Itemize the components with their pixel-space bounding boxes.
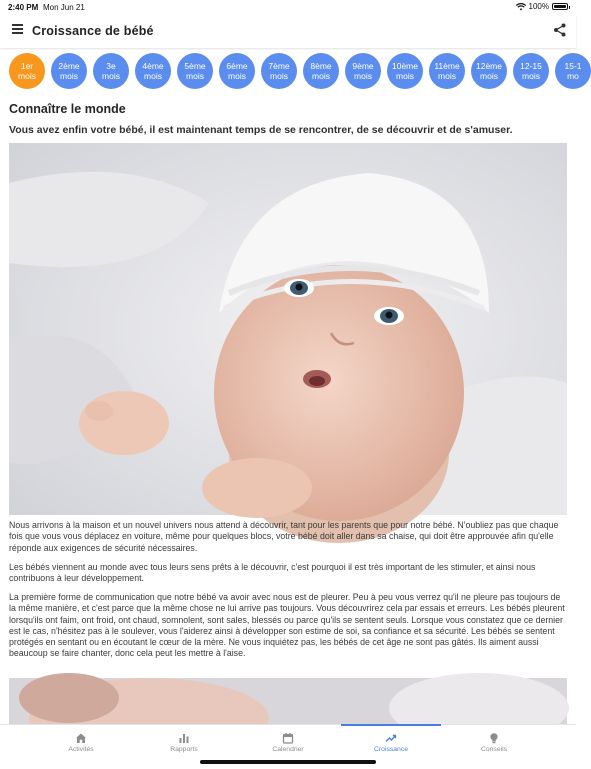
month-chip[interactable]: 7ème mois xyxy=(261,53,297,89)
month-chip[interactable]: 15-1 mo xyxy=(555,53,591,89)
article-paragraph-2: Les bébés viennent au monde avec tous leurs sens prêts à le découvrir, c'est pourquoi il est très important de les stimuler, et ainsi nous contribuons à leur développement. xyxy=(9,562,536,584)
battery-percent: 100% xyxy=(528,2,549,11)
tab-label: Rapports xyxy=(170,746,198,753)
tab-conseils[interactable] xyxy=(444,725,544,769)
share-icon[interactable] xyxy=(552,22,568,38)
month-chip[interactable]: 12-15 mois xyxy=(513,53,549,89)
tab-label: Croissance xyxy=(374,746,408,753)
month-track xyxy=(9,53,591,89)
month-chip[interactable]: 8ème mois xyxy=(303,53,339,89)
battery-icon xyxy=(552,3,568,10)
month-chip[interactable]: 9ème mois xyxy=(345,53,381,89)
calendar-icon xyxy=(282,732,294,744)
home-indicator xyxy=(200,760,376,764)
status-date: Mon Jun 21 xyxy=(43,3,85,12)
trending-up-icon xyxy=(385,732,397,744)
baby-photo xyxy=(9,143,567,515)
status-right xyxy=(516,2,568,11)
month-chip[interactable]: 6ème mois xyxy=(219,53,255,89)
status-bar xyxy=(0,0,576,14)
lightbulb-icon xyxy=(488,732,500,744)
tab-activites[interactable] xyxy=(31,725,131,769)
app-bar xyxy=(0,14,576,48)
article-paragraph-1: Nous arrivons à la maison et un nouvel univers nous attend à découvrir, tant pour les parents que pour notre bébé. N'oubliez pas que chaque fois que vous vous déplacez en voiture, même pour quelques blocs, votre bébé doit aller dans sa chaise, qui doit être approuvée afin qu'elle réponde aux exigences de sécurité nécessaires. xyxy=(9,520,559,553)
page-title: Croissance de bébé xyxy=(32,24,154,38)
month-chip[interactable]: 2ème mois xyxy=(51,53,87,89)
tab-label: Conseils xyxy=(480,746,508,753)
article-lead: Vous avez enfin votre bébé, il est maintenant temps de se rencontrer, de se découvrir et de s'amuser. xyxy=(9,124,513,136)
month-chip[interactable]: 11ème mois xyxy=(429,53,465,89)
month-chip[interactable]: 1er mois xyxy=(9,53,45,89)
article xyxy=(0,92,576,725)
bar-chart-icon xyxy=(178,732,190,744)
month-selector xyxy=(0,50,582,92)
wifi-icon xyxy=(516,3,526,11)
month-chip[interactable]: 5ème mois xyxy=(177,53,213,89)
month-chip[interactable]: 3e mois xyxy=(93,53,129,89)
home-icon xyxy=(75,732,87,744)
month-chip[interactable]: 12ème mois xyxy=(471,53,507,89)
tab-label: Activités xyxy=(68,746,94,753)
menu-icon[interactable] xyxy=(12,24,24,36)
status-time: 2:40 PM xyxy=(8,3,39,12)
article-paragraph-3: La première forme de communication que notre bébé va avoir avec nous est de pleurer. Peu à peu vous verrez qu'il ne pleure pas toujours de la même manière, et c'est parce que la même chose ne lui arrive pas toujours. Vous découvrirez cela par essais et erreurs. Les bébés pleurent lorsqu'ils ont faim, ont froid, ont chaud, somnolent, sont sales, blessés ou parce qu'ils se sentent seuls. Lorsque vous constatez que ce dernier est le cas, n'hésitez pas à le soulever, vous l'aiderez ainsi à développer son estime de soi, sa confiance et sa sécurité. Les bébés se sentent protégés en sentant ou en écoutant le cœur de la mère. Ne vous inquiétez pas, les bébés de cet âge ne sont pas gâtés. Ils aiment aussi beaucoup se faire chanter, donc cela peut les mettre à l'aise. xyxy=(9,592,565,659)
month-chip[interactable]: 10ème mois xyxy=(387,53,423,89)
month-chip[interactable]: 4ème mois xyxy=(135,53,171,89)
article-title: Connaître le monde xyxy=(9,102,126,116)
tab-label: Calendrier xyxy=(272,746,304,753)
